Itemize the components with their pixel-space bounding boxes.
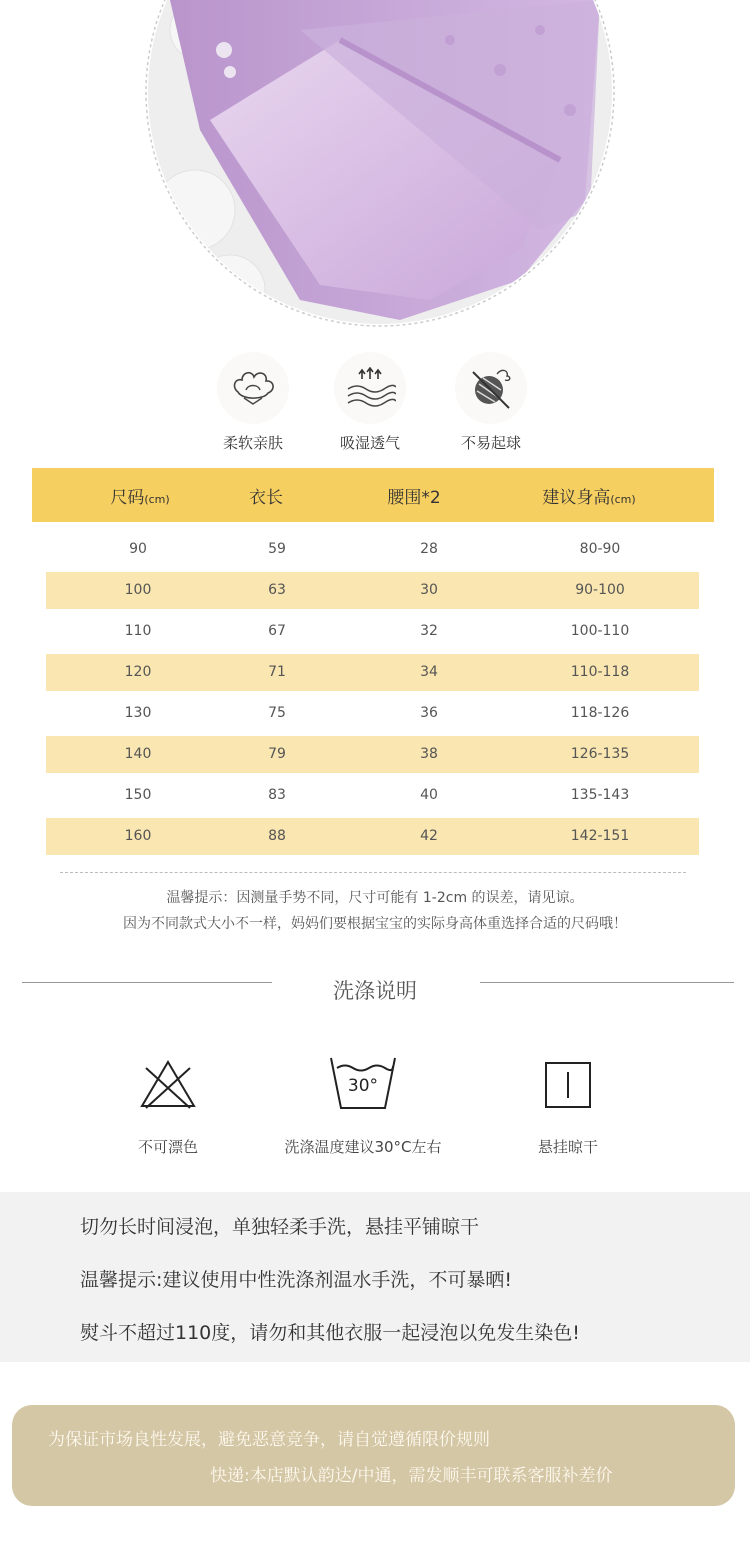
wash-label: 悬挂晾干 xyxy=(537,1138,598,1156)
table-row xyxy=(46,572,699,609)
table-row xyxy=(46,736,699,773)
divider xyxy=(60,872,686,873)
table-cell: 83 xyxy=(268,787,286,803)
care-tips xyxy=(0,1192,750,1362)
feature-label: 吸湿透气 xyxy=(339,434,400,452)
table-cell: 135-143 xyxy=(570,787,630,803)
table-cell: 110-118 xyxy=(570,664,630,680)
cotton-icon xyxy=(217,352,289,424)
table-cell: 118-126 xyxy=(570,705,630,721)
price-notice-line-2: 快递:本店默认韵达/中通，需发顺丰可联系客服补差价 xyxy=(210,1466,613,1486)
product-detail-photo xyxy=(0,0,750,360)
header-size: 尺码(cm) xyxy=(110,487,170,508)
feature-label: 不易起球 xyxy=(460,434,521,452)
yarn-ball-no-pilling-icon xyxy=(455,352,527,424)
size-table xyxy=(32,468,714,844)
feature-soft xyxy=(193,352,313,453)
table-cell: 40 xyxy=(420,787,438,803)
table-cell: 120 xyxy=(124,664,152,680)
size-note-2: 因为不同款式大小不一样，妈妈们要根据宝宝的实际身高体重选择合适的尺码哦！ xyxy=(123,916,627,932)
wash-30-icon xyxy=(253,1050,473,1110)
table-cell: 140 xyxy=(124,746,152,762)
table-row xyxy=(46,818,699,855)
wash-label: 洗涤温度建议30°C左右 xyxy=(284,1138,442,1156)
size-note-1: 温馨提示：因测量手势不同，尺寸可能有 1-2cm 的误差，请见谅。 xyxy=(166,890,584,906)
hang-dry-icon xyxy=(458,1050,678,1110)
table-cell: 42 xyxy=(420,828,438,844)
table-cell: 75 xyxy=(268,705,286,721)
table-cell: 130 xyxy=(124,705,152,721)
feature-no-pilling xyxy=(431,352,551,453)
table-cell: 71 xyxy=(268,664,286,680)
wash-section-title: 洗涤说明 xyxy=(333,979,417,1003)
wash-item-hang-dry xyxy=(458,1050,678,1157)
table-cell: 126-135 xyxy=(570,746,630,762)
table-cell: 59 xyxy=(268,541,286,557)
care-tip-1: 切勿长时间浸泡，单独轻柔手洗，悬挂平铺晾干 xyxy=(80,1216,480,1238)
care-tip-3: 熨斗不超过110度，请勿和其他衣服一起浸泡以免发生染色! xyxy=(80,1322,580,1344)
table-cell: 79 xyxy=(268,746,286,762)
table-cell: 34 xyxy=(420,664,438,680)
feature-list xyxy=(0,352,750,462)
table-cell: 28 xyxy=(420,541,438,557)
table-row xyxy=(46,695,699,732)
feature-label: 柔软亲肤 xyxy=(222,434,283,452)
table-cell: 63 xyxy=(268,582,286,598)
header-waist: 腰围*2 xyxy=(387,487,441,508)
wash-item-no-bleach xyxy=(58,1050,278,1157)
table-row xyxy=(46,777,699,814)
no-bleach-icon xyxy=(58,1050,278,1110)
table-cell: 150 xyxy=(124,787,152,803)
table-cell: 80-90 xyxy=(579,541,621,557)
table-cell: 32 xyxy=(420,623,438,639)
wash-item-temperature xyxy=(253,1050,473,1157)
header-height: 建议身高(cm) xyxy=(542,487,636,508)
feature-breathable xyxy=(310,352,430,453)
table-cell: 142-151 xyxy=(570,828,630,844)
table-cell: 100 xyxy=(124,582,152,598)
table-row xyxy=(46,613,699,650)
table-cell: 67 xyxy=(268,623,286,639)
table-cell: 100-110 xyxy=(570,623,630,639)
table-cell: 90 xyxy=(129,541,147,557)
table-cell: 38 xyxy=(420,746,438,762)
care-tip-2: 温馨提示:建议使用中性洗涤剂温水手洗，不可暴晒! xyxy=(80,1269,513,1291)
table-cell: 30 xyxy=(420,582,438,598)
price-notice xyxy=(12,1405,735,1506)
table-cell: 160 xyxy=(124,828,152,844)
table-cell: 110 xyxy=(124,623,152,639)
table-cell: 90-100 xyxy=(575,582,625,598)
table-row xyxy=(46,654,699,691)
table-cell: 88 xyxy=(268,828,286,844)
table-cell: 36 xyxy=(420,705,438,721)
moisture-wicking-icon xyxy=(334,352,406,424)
table-row xyxy=(46,531,699,568)
size-table-header xyxy=(32,468,714,522)
price-notice-line-1: 为保证市场良性发展，避免恶意竞争，请自觉遵循限价规则 xyxy=(48,1430,490,1450)
header-length: 衣长 xyxy=(249,487,283,508)
wash-label: 不可漂色 xyxy=(137,1138,198,1156)
wash-temperature-text: 30° xyxy=(347,1076,379,1096)
